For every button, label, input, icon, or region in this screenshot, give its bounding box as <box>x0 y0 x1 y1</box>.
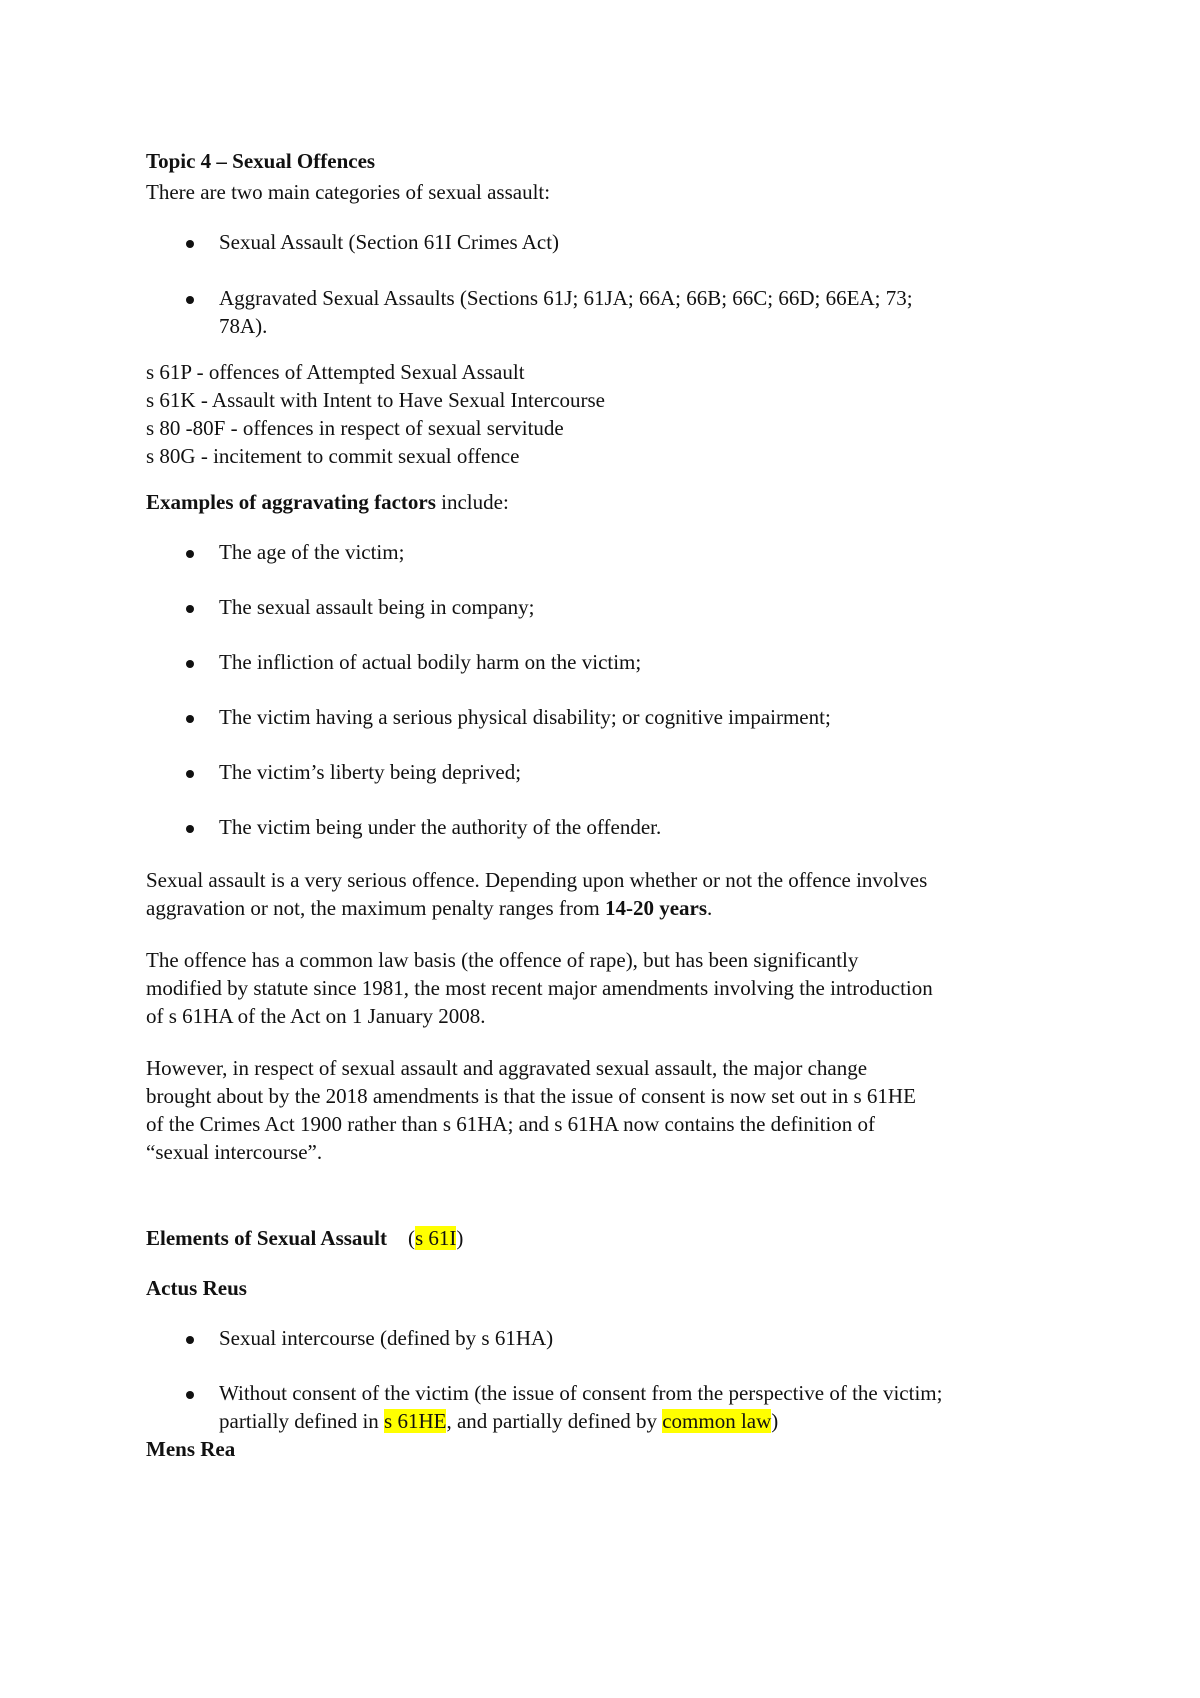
highlighted-section-ref: s 61I <box>414 1226 457 1250</box>
elements-ref-close: ) <box>456 1226 464 1250</box>
list-item-line: 78A). <box>219 314 268 338</box>
paragraph-line: modified by statute since 1981, the most recent major amendments involving the introduction <box>146 976 933 1000</box>
list-item-text: Sexual Assault (Section 61I Crimes Act) <box>219 230 560 254</box>
bullet-icon <box>186 1391 194 1399</box>
penalty-range: 14-20 years <box>604 896 708 920</box>
section-ref: s 61P - offences of Attempted Sexual Assault <box>146 360 525 384</box>
paragraph-line: of the Crimes Act 1900 rather than s 61HA; and s 61HA now contains the definition of <box>146 1112 876 1136</box>
list-item-text: partially defined in <box>219 1409 385 1433</box>
paragraph-text: aggravation or not, the maximum penalty ranges from <box>146 896 605 920</box>
actus-reus-heading: Actus Reus <box>146 1276 247 1300</box>
list-item-line: Aggravated Sexual Assaults (Sections 61J; 61JA; 66A; 66B; 66C; 66D; 66EA; 73; <box>219 286 913 310</box>
intro-text: There are two main categories of sexual assault: <box>146 180 551 204</box>
elements-heading-text: Elements of Sexual Assault <box>146 1226 387 1250</box>
list-item-text: Sexual intercourse (defined by s 61HA) <box>219 1326 554 1350</box>
bullet-icon <box>186 825 194 833</box>
list-item-line <box>219 1407 942 1435</box>
paragraph-line: “sexual intercourse”. <box>146 1140 323 1164</box>
bullet-icon <box>186 605 194 613</box>
page-title: Topic 4 – Sexual Offences <box>146 149 376 173</box>
section-ref: s 80G - incitement to commit sexual offence <box>146 444 520 468</box>
list-item-text: ) <box>771 1409 779 1433</box>
list-item-text: The victim being under the authority of the offender. <box>219 815 662 839</box>
paragraph-line: Sexual assault is a very serious offence. Depending upon whether or not the offence involves <box>146 868 928 892</box>
list-item-text: The sexual assault being in company; <box>219 595 535 619</box>
bullet-icon <box>186 1336 194 1344</box>
section-ref: s 61K - Assault with Intent to Have Sexual Intercourse <box>146 388 605 412</box>
list-item-text <box>219 1379 942 1435</box>
aggravating-heading-bold: Examples of aggravating factors <box>146 490 436 514</box>
paragraph-line: of s 61HA of the Act on 1 January 2008. <box>146 1004 486 1028</box>
aggravating-heading <box>146 488 509 516</box>
paragraph-line: However, in respect of sexual assault and aggravated sexual assault, the major change <box>146 1056 868 1080</box>
section-ref: s 80 -80F - offences in respect of sexual servitude <box>146 416 564 440</box>
bullet-icon <box>186 715 194 723</box>
list-item-text: The victim having a serious physical disability; or cognitive impairment; <box>219 705 831 729</box>
bullet-icon <box>186 550 194 558</box>
list-item-text: , and partially defined by <box>446 1409 663 1433</box>
list-item-line: Without consent of the victim (the issue of consent from the perspective of the victim; <box>219 1381 943 1405</box>
mens-rea-heading: Mens Rea <box>146 1437 236 1461</box>
paragraph-text: . <box>707 896 713 920</box>
bullet-icon <box>186 296 194 304</box>
elements-ref-open: ( <box>407 1226 415 1250</box>
highlighted-term: common law <box>662 1409 772 1433</box>
list-item-text: The victim’s liberty being deprived; <box>219 760 522 784</box>
history-paragraph <box>146 946 933 1030</box>
elements-heading <box>146 1224 463 1252</box>
amendments-paragraph <box>146 1054 916 1166</box>
aggravating-heading-rest: include: <box>435 490 509 514</box>
list-item-text <box>219 284 913 340</box>
bullet-icon <box>186 660 194 668</box>
bullet-icon <box>186 240 194 248</box>
paragraph-line: The offence has a common law basis (the offence of rape), but has been significantly <box>146 948 859 972</box>
bullet-icon <box>186 770 194 778</box>
highlighted-section-ref: s 61HE <box>384 1409 447 1433</box>
list-item-text: The age of the victim; <box>219 540 405 564</box>
paragraph-line <box>146 894 927 922</box>
list-item-text: The infliction of actual bodily harm on the victim; <box>219 650 642 674</box>
penalty-paragraph <box>146 866 927 922</box>
paragraph-line: brought about by the 2018 amendments is that the issue of consent is now set out in s 61HE <box>146 1084 916 1108</box>
